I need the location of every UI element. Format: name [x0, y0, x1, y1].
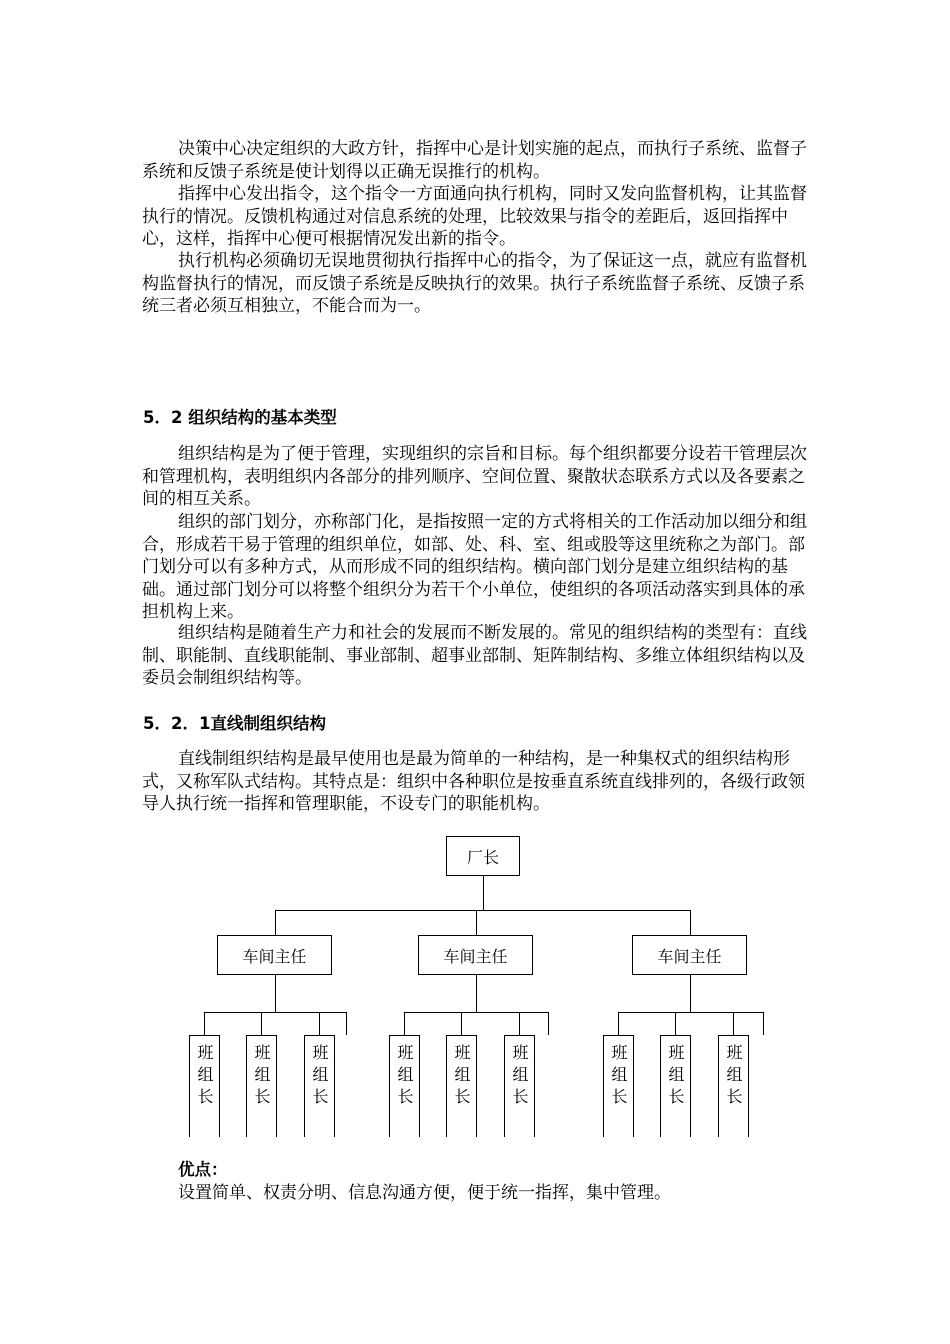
connector-line [483, 876, 484, 910]
paragraph-decision-center: 决策中心决定组织的大政方针，指挥中心是计划实施的起点，而执行子系统、监督子系统和反馈子系统是使计划得以正确无误推行的机构。 [142, 139, 807, 182]
connector-line [618, 1012, 763, 1013]
org-node-workshop-director: 车间主任 [418, 935, 533, 975]
connector-line [275, 910, 690, 911]
org-node-factory-director: 厂长 [446, 836, 520, 876]
connector-line [261, 1012, 262, 1035]
org-node-team-leader: 班组长 [660, 1035, 691, 1137]
section-heading-5-2: 5．2 组织结构的基本类型 [143, 408, 337, 427]
connector-line [476, 975, 477, 1012]
connector-line [519, 1012, 520, 1035]
paragraph-line-structure: 直线制组织结构是最早使用也是最为简单的一种结构，是一种集权式的组织结构形式，又称军队式结构。其特点是：组织中各种职位是按垂直系统直线排列的，各级行政领导人执行统一指挥和管理职能，不设专门的职能机构。 [142, 749, 805, 814]
section-heading-5-2-1: 5．2．1直线制组织结构 [143, 714, 326, 733]
connector-line [319, 1012, 320, 1035]
connector-line [476, 910, 477, 935]
org-node-team-leader: 班组长 [446, 1035, 477, 1137]
paragraph-structure-types: 组织结构是随着生产力和社会的发展而不断发展的。常见的组织结构的类型有：直线制、职能制、直线职能制、事业部制、超事业部制、矩阵制结构、多维立体组织结构以及委员会制组织结构等。 [142, 623, 807, 688]
connector-line [690, 910, 691, 935]
org-node-team-leader: 班组长 [504, 1035, 535, 1137]
connector-line [204, 1012, 205, 1035]
org-node-team-leader: 班组长 [246, 1035, 277, 1137]
paragraph-departmentalization: 组织的部门划分，亦称部门化，是指按照一定的方式将相关的工作活动加以细分和组合，形成若干易于管理的组织单位，如部、处、科、室、组或股等这里统称之为部门。部门划分可以有多种方式，从而形成不同的组织结构。横向部门划分是建立组织结构的基础。通过部门划分可以将整个组织分为若干个小单位，使组织的各项活动落实到具体的承担机构上来。 [142, 512, 807, 622]
org-node-workshop-director: 车间主任 [632, 935, 747, 975]
org-node-team-leader: 班组长 [189, 1035, 220, 1137]
connector-line [675, 1012, 676, 1035]
connector-line [690, 975, 691, 1012]
advantages-text: 设置简单、权责分明、信息沟通方便，便于统一指挥，集中管理。 [178, 1183, 671, 1203]
connector-line [404, 1012, 405, 1035]
org-node-team-leader: 班组长 [603, 1035, 634, 1137]
org-node-team-leader: 班组长 [718, 1035, 749, 1137]
paragraph-command-center: 指挥中心发出指令，这个指令一方面通向执行机构，同时又发向监督机构，让其监督执行的情况。反馈机构通过对信息系统的处理，比较效果与指令的差距后，返回指挥中心，这样，指挥中心便可根据情况发出新的指令。 [142, 184, 807, 249]
connector-line [275, 975, 276, 1012]
advantages-label: 优点： [178, 1160, 228, 1179]
paragraph-org-structure: 组织结构是为了便于管理，实现组织的宗旨和目标。每个组织都要分设若干管理层次和管理机构，表明组织内各部分的排列顺序、空间位置、聚散状态联系方式以及各要素之间的相互关系。 [142, 444, 807, 509]
connector-line [346, 1012, 347, 1035]
connector-line [275, 910, 276, 935]
paragraph-execution: 执行机构必须确切无误地贯彻执行指挥中心的指令，为了保证这一点，就应有监督机构监督执行的情况，而反馈子系统是反映执行的效果。执行子系统监督子系统、反馈子系统三者必须互相独立，不能合而为一。 [142, 251, 807, 316]
org-node-workshop-director: 车间主任 [217, 935, 332, 975]
org-node-team-leader: 班组长 [389, 1035, 420, 1137]
connector-line [204, 1012, 346, 1013]
connector-line [548, 1012, 549, 1035]
connector-line [618, 1012, 619, 1035]
org-node-team-leader: 班组长 [304, 1035, 335, 1137]
connector-line [461, 1012, 462, 1035]
connector-line [733, 1012, 734, 1035]
connector-line [763, 1012, 764, 1035]
connector-line [404, 1012, 548, 1013]
